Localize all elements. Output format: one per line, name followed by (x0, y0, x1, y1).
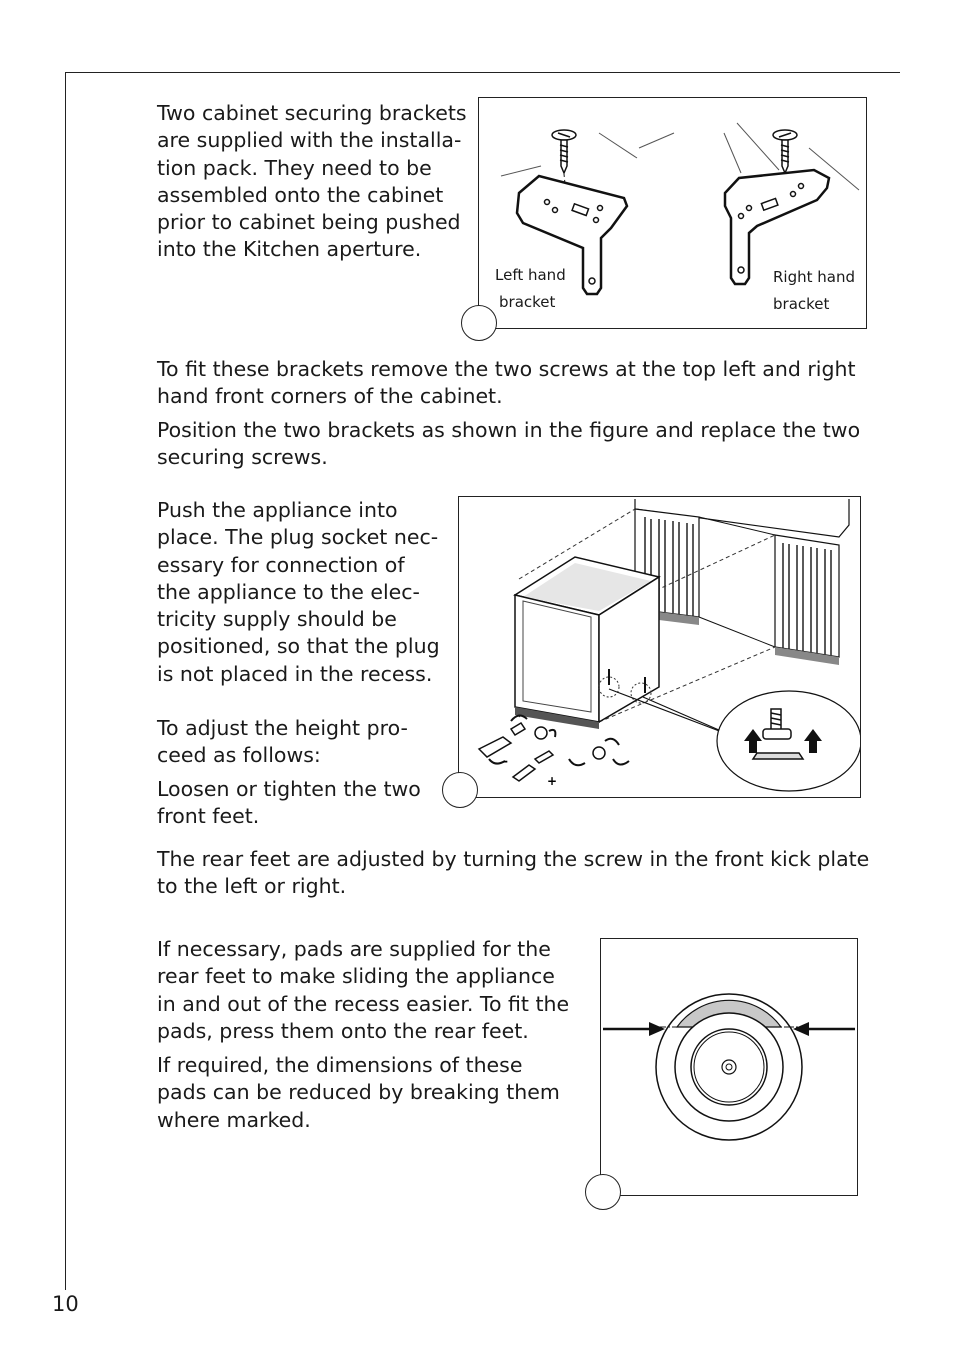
plus-sign: + (547, 774, 558, 788)
position-brackets-text (157, 417, 860, 472)
text-line: tricity supply should be (157, 607, 397, 632)
appliance-illustration (459, 497, 860, 797)
text-line: Position the two brackets as shown in the figure and replace the two (157, 418, 861, 442)
text-line: The rear feet are adjusted by turning the screw in the front kick plate (157, 847, 870, 871)
adjust-height-text (157, 715, 408, 770)
text-line: are supplied with the installa- (157, 128, 462, 153)
pad-figure (600, 938, 858, 1196)
text-line: If necessary, pads are supplied for the (157, 937, 551, 961)
text-line: Loosen or tighten the two (157, 777, 421, 801)
text-line: is not placed in the recess. (157, 661, 433, 686)
left-bracket-label (495, 262, 566, 316)
brackets-intro-text (157, 100, 467, 264)
right-bracket-label (773, 264, 855, 318)
text-line: ceed as follows: (157, 743, 321, 768)
figure-number-circle (442, 772, 478, 808)
rear-feet-text (157, 846, 869, 901)
text-line: front feet. (157, 804, 260, 829)
text-line: If required, the dimensions of these (157, 1053, 523, 1077)
figure-number-circle (585, 1174, 621, 1210)
text-line: tion pack. They need to be (157, 155, 432, 180)
text-line: hand front corners of the cabinet. (157, 384, 503, 409)
page-left-rule (65, 72, 66, 1290)
brackets-figure (478, 97, 867, 329)
text-line: to the left or right. (157, 874, 347, 899)
text-line: into the Kitchen aperture. (157, 237, 422, 262)
minus-sign: - (503, 754, 508, 768)
text-line: rear feet to make sliding the appliance (157, 964, 555, 989)
label-line: Right hand (773, 268, 855, 286)
text-line: To adjust the height pro- (157, 716, 408, 740)
appliance-install-figure (458, 496, 861, 798)
label-line: bracket (773, 295, 830, 313)
label-line: bracket (499, 293, 556, 311)
text-line: pads, press them onto the rear feet. (157, 1018, 529, 1043)
page-number: 10 (52, 1292, 79, 1316)
text-line: in and out of the recess easier. To fit the (157, 991, 570, 1016)
text-line: where marked. (157, 1107, 311, 1132)
text-line: positioned, so that the plug (157, 634, 440, 659)
page-top-rule (65, 72, 900, 73)
figure-number-circle (461, 305, 497, 341)
push-appliance-text (157, 497, 440, 688)
pads-text (157, 936, 569, 1045)
text-line: prior to cabinet being pushed (157, 210, 461, 235)
pads-reduce-text (157, 1052, 560, 1134)
text-line: Two cabinet securing brackets (157, 101, 467, 125)
text-line: To fit these brackets remove the two screws at the top left and right (157, 357, 856, 381)
text-line: securing screws. (157, 445, 328, 470)
text-line: assembled onto the cabinet (157, 182, 444, 207)
text-line: the appliance to the elec- (157, 579, 420, 604)
pad-illustration (601, 939, 857, 1195)
front-feet-text (157, 776, 421, 831)
text-line: essary for connection of (157, 552, 405, 577)
label-line: Left hand (495, 266, 566, 284)
fit-brackets-text (157, 356, 856, 411)
text-line: place. The plug socket nec- (157, 525, 439, 550)
text-line: pads can be reduced by breaking them (157, 1080, 560, 1105)
text-line: Push the appliance into (157, 498, 398, 522)
